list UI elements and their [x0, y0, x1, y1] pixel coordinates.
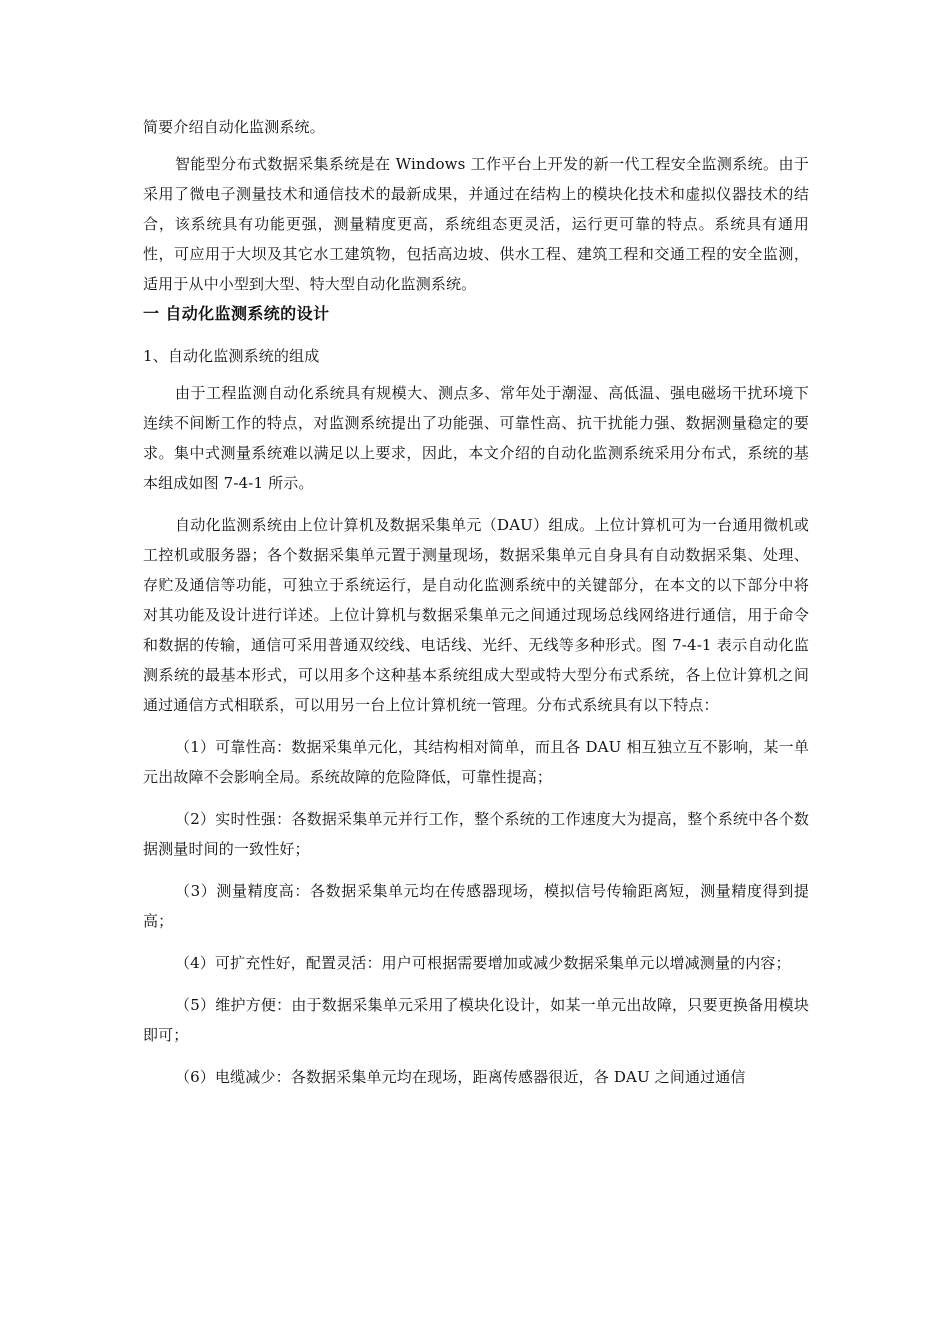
feature-item-1: （1）可靠性高：数据采集单元化，其结构相对简单，而且各 DAU 相互独立互不影响，某一单元出故障不会影响全局。系统故障的危险降低，可靠性提高； — [143, 738, 809, 786]
feature-item-4: （4）可扩充性好，配置灵活：用户可根据需要增加或减少数据采集单元以增减测量的内容； — [175, 954, 791, 972]
feature-item-5: （5）维护方便：由于数据采集单元采用了模块化设计，如某一单元出故障，只要更换备用模块即可； — [143, 996, 809, 1044]
feature-item-6: （6）电缆减少：各数据采集单元均在现场，距离传感器很近，各 DAU 之间通过通信 — [175, 1068, 746, 1086]
composition-paragraph: 自动化监测系统由上位计算机及数据采集单元（DAU）组成。上位计算机可为一台通用微机或工控机或服务器；各个数据采集单元置于测量现场，数据采集单元自身具有自动数据采集、处理、存贮及通信等功能，可独立于系统运行，是自动化监测系统中的关键部分，在本文的以下部分中将对其功能及设计进行详述。上位计算机与数据采集单元之间通过现场总线网络进行通信，用于命令和数据的传输，通信可采用普通双绞线、电话线、光纤、无线等多种形式。图 7-4-1 表示自动化监测系统的最基本形式，可以用多个这种基本系统组成大型或特大型分布式系统，各上位计算机之间通过通信方式相联系，可以用另一台上位计算机统一管理。分布式系统具有以下特点： — [143, 516, 809, 714]
section-heading: 一 自动化监测系统的设计 — [143, 304, 330, 323]
feature-item-3: （3）测量精度高：各数据采集单元均在传感器现场，模拟信号传输距离短，测量精度得到提高； — [143, 882, 809, 930]
document-page — [143, 112, 809, 1092]
feature-item-2: （2）实时性强：各数据采集单元并行工作，整个系统的工作速度大为提高，整个系统中各个数据测量时间的一致性好； — [143, 810, 809, 858]
overview-paragraph: 智能型分布式数据采集系统是在 Windows 工作平台上开发的新一代工程安全监测系统。由于采用了微电子测量技术和通信技术的最新成果，并通过在结构上的模块化技术和虚拟仪器技术的结合，该系统具有功能更强，测量精度更高，系统组态更灵活，运行更可靠的特点。系统具有通用性，可应用于大坝及其它水工建筑物，包括高边坡、供水工程、建筑工程和交通工程的安全监测，适用于从中小型到大型、特大型自动化监测系统。 — [143, 155, 809, 293]
requirements-paragraph: 由于工程监测自动化系统具有规模大、测点多、常年处于潮湿、高低温、强电磁场干扰环境下连续不间断工作的特点，对监测系统提出了功能强、可靠性高、抗干扰能力强、数据测量稳定的要求。集中式测量系统难以满足以上要求，因此，本文介绍的自动化监测系统采用分布式，系统的基本组成如图 7-4-1 所示。 — [143, 384, 809, 492]
intro-line: 简要介绍自动化监测系统。 — [143, 118, 325, 136]
subsection-heading: 1、自动化监测系统的组成 — [143, 347, 320, 365]
